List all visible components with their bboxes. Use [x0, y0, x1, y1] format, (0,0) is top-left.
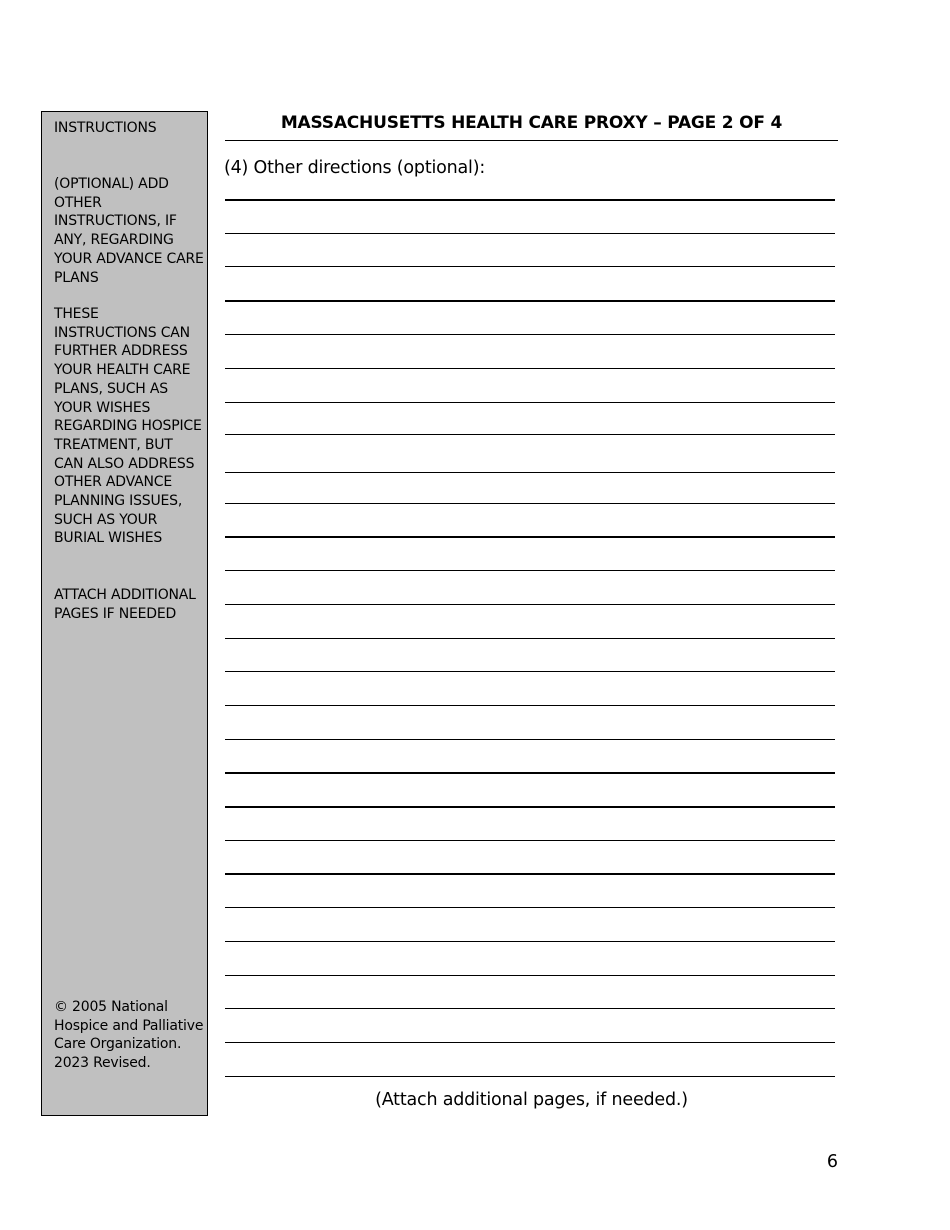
blank-line[interactable]: [225, 300, 835, 302]
blank-line[interactable]: [225, 199, 835, 201]
blank-line[interactable]: [225, 975, 835, 976]
blank-line[interactable]: [225, 233, 835, 234]
blank-line[interactable]: [225, 1076, 835, 1077]
blank-line[interactable]: [225, 705, 835, 706]
blank-line[interactable]: [225, 638, 835, 639]
blank-line[interactable]: [225, 739, 835, 740]
sidebar-attach-note: ATTACH ADDITIONAL PAGES IF NEEDED: [54, 587, 196, 622]
title-divider: [225, 140, 838, 141]
blank-line[interactable]: [225, 266, 835, 267]
blank-line[interactable]: [225, 570, 835, 571]
blank-line[interactable]: [225, 873, 835, 875]
sidebar-optional-instructions: (OPTIONAL) ADD OTHER INSTRUCTIONS, IF ANY, REGARDING YOUR ADVANCE CARE PLANS: [54, 176, 204, 286]
blank-line[interactable]: [225, 772, 835, 774]
blank-line[interactable]: [225, 503, 835, 504]
blank-line[interactable]: [225, 368, 835, 369]
blank-line[interactable]: [225, 434, 835, 435]
blank-line[interactable]: [225, 806, 835, 808]
other-directions-label: (4) Other directions (optional):: [224, 158, 486, 178]
page-title: MASSACHUSETTS HEALTH CARE PROXY – PAGE 2 OF 4: [280, 113, 783, 133]
page-number: 6: [826, 1152, 838, 1172]
sidebar-instructions-detail: THESE INSTRUCTIONS CAN FURTHER ADDRESS YOUR HEALTH CARE PLANS, SUCH AS YOUR WISHES REGARDING HOSPICE TREATMENT, BUT CAN ALSO ADDRESS OTHER ADVANCE PLANNING ISSUES, SUCH AS YOUR BURIAL WISHES: [54, 306, 202, 547]
blank-line[interactable]: [225, 1042, 835, 1043]
attach-pages-note: (Attach additional pages, if needed.): [375, 1090, 688, 1110]
blank-line[interactable]: [225, 536, 835, 538]
blank-line[interactable]: [225, 671, 835, 672]
blank-line[interactable]: [225, 941, 835, 942]
blank-line[interactable]: [225, 604, 835, 605]
blank-line[interactable]: [225, 472, 835, 473]
sidebar-copyright: © 2005 National Hospice and Palliative Care Organization. 2023 Revised.: [54, 999, 204, 1072]
blank-line[interactable]: [225, 840, 835, 841]
instructions-sidebar: [41, 111, 208, 1116]
blank-line[interactable]: [225, 402, 835, 403]
sidebar-title: INSTRUCTIONS: [54, 120, 157, 136]
blank-line[interactable]: [225, 1008, 835, 1009]
blank-line[interactable]: [225, 334, 835, 335]
blank-line[interactable]: [225, 907, 835, 908]
